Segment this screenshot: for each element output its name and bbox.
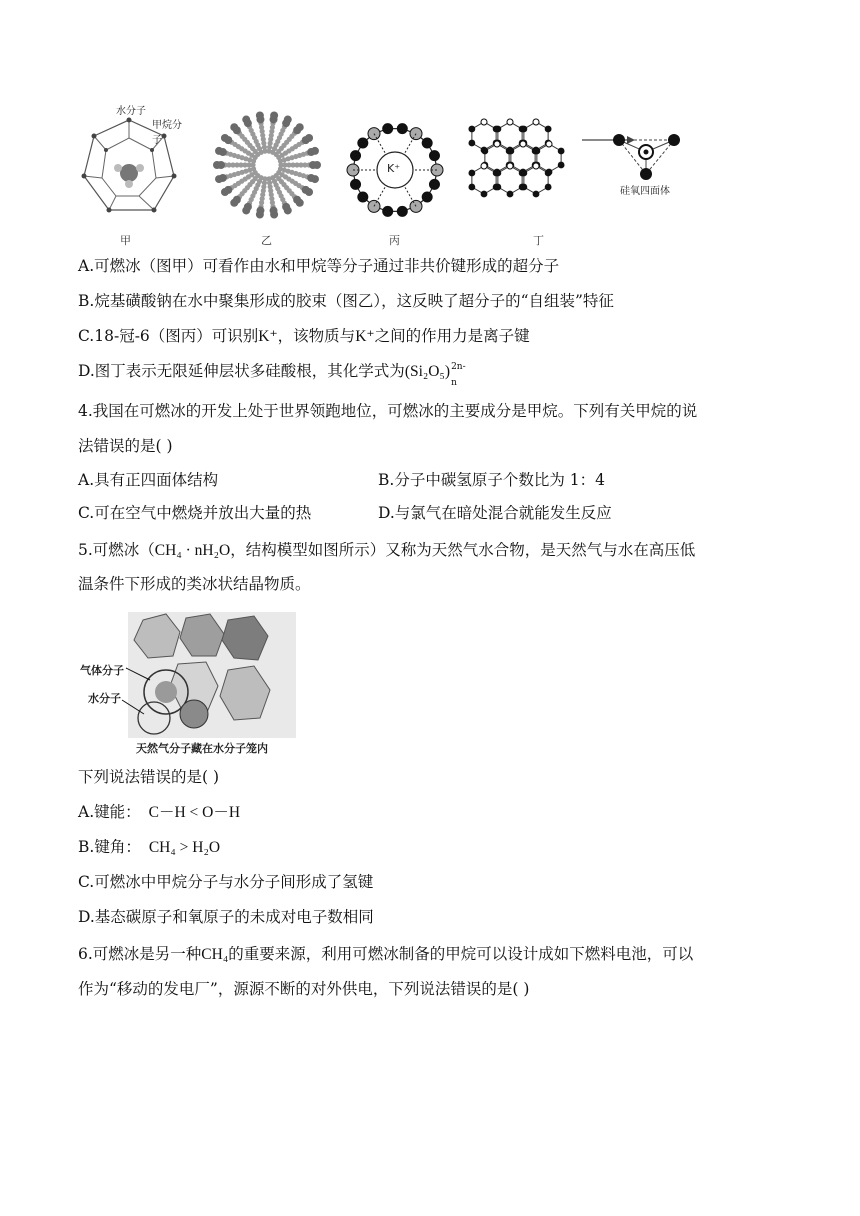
caption-yi: 乙 xyxy=(261,234,272,247)
q3-option-d: D.图丁表示无限延伸层状多硅酸根，其化学式为(Si₂O₅) 2n- n xyxy=(78,362,466,388)
q3-option-a: A.可燃冰（图甲）可看作由水和甲烷等分子通过非共价键形成的超分子 xyxy=(78,257,560,275)
layered-silicate-image xyxy=(462,112,692,222)
q4-option-c: C.可在空气中燃烧并放出大量的热 xyxy=(78,504,312,522)
caption-ding: 丁 xyxy=(533,234,544,247)
q6-stem-line2: 作为“移动的发电厂”，源源不断的对外供电，下列说法错误的是( ) xyxy=(78,980,530,998)
figure-ding xyxy=(462,112,692,222)
micelle-image xyxy=(210,108,325,223)
hydrate-cage-image xyxy=(78,610,298,755)
q5-option-a: A.键能： C－H < O－H xyxy=(78,803,241,821)
water-molecule-label-q5: 水分子 xyxy=(88,692,121,705)
q6-stem-line1: 6.可燃冰是另一种CH₄的重要来源，利用可燃冰制备的甲烷可以设计成如下燃料电池，可以 xyxy=(78,945,694,963)
caption-bing: 丙 xyxy=(389,234,400,247)
q5-option-c: C.可燃冰中甲烷分子与水分子间形成了氢键 xyxy=(78,873,374,891)
gas-molecule-label: 气体分子 xyxy=(80,664,124,677)
q5-stem-line1: 5.可燃冰（CH₄ · nH₂O，结构模型如图所示）又称为天然气水合物，是天然气与水在高压低 xyxy=(78,541,696,559)
q4-stem-line1: 4.我国在可燃冰的开发上处于世界领跑地位，可燃冰的主要成分是甲烷。下列有关甲烷的说 xyxy=(78,402,698,420)
figure-bing xyxy=(343,118,448,223)
q3-option-c: C.18-冠-6（图丙）可识别K⁺，该物质与K⁺之间的作用力是离子键 xyxy=(78,327,530,345)
hydrate-caption: 天然气分子藏在水分子笼内 xyxy=(136,742,268,755)
q5-question: 下列说法错误的是( ) xyxy=(78,768,220,786)
q4-option-d: D.与氯气在暗处混合就能发生反应 xyxy=(378,504,612,522)
q3-option-b: B.烷基磺酸钠在水中聚集形成的胶束（图乙），这反映了超分子的“自组装”特征 xyxy=(78,292,614,310)
q5-stem-line2: 温条件下形成的类冰状结晶物质。 xyxy=(78,575,311,593)
silicon-oxygen-tetrahedron-label: 硅氧四面体 xyxy=(620,186,670,197)
methane-molecule-label: 甲烷分子 xyxy=(152,120,182,146)
figure-yi xyxy=(210,108,325,223)
k-ion-label: K⁺ xyxy=(387,162,401,175)
q4-option-b: B.分子中碳氢原子个数比为 1：4 xyxy=(378,471,605,489)
q5-option-b: B.键角： CH₄ > H₂O xyxy=(78,838,221,856)
q5-option-d: D.基态碳原子和氧原子的未成对电子数相同 xyxy=(78,908,374,926)
caption-jia: 甲 xyxy=(120,234,131,247)
figure-jia xyxy=(74,98,184,223)
q4-option-a: A.具有正四面体结构 xyxy=(78,471,219,489)
water-molecule-label: 水分子 xyxy=(116,106,146,117)
q4-stem-line2: 法错误的是( ) xyxy=(78,437,173,455)
hydrate-structure-figure xyxy=(78,610,298,755)
